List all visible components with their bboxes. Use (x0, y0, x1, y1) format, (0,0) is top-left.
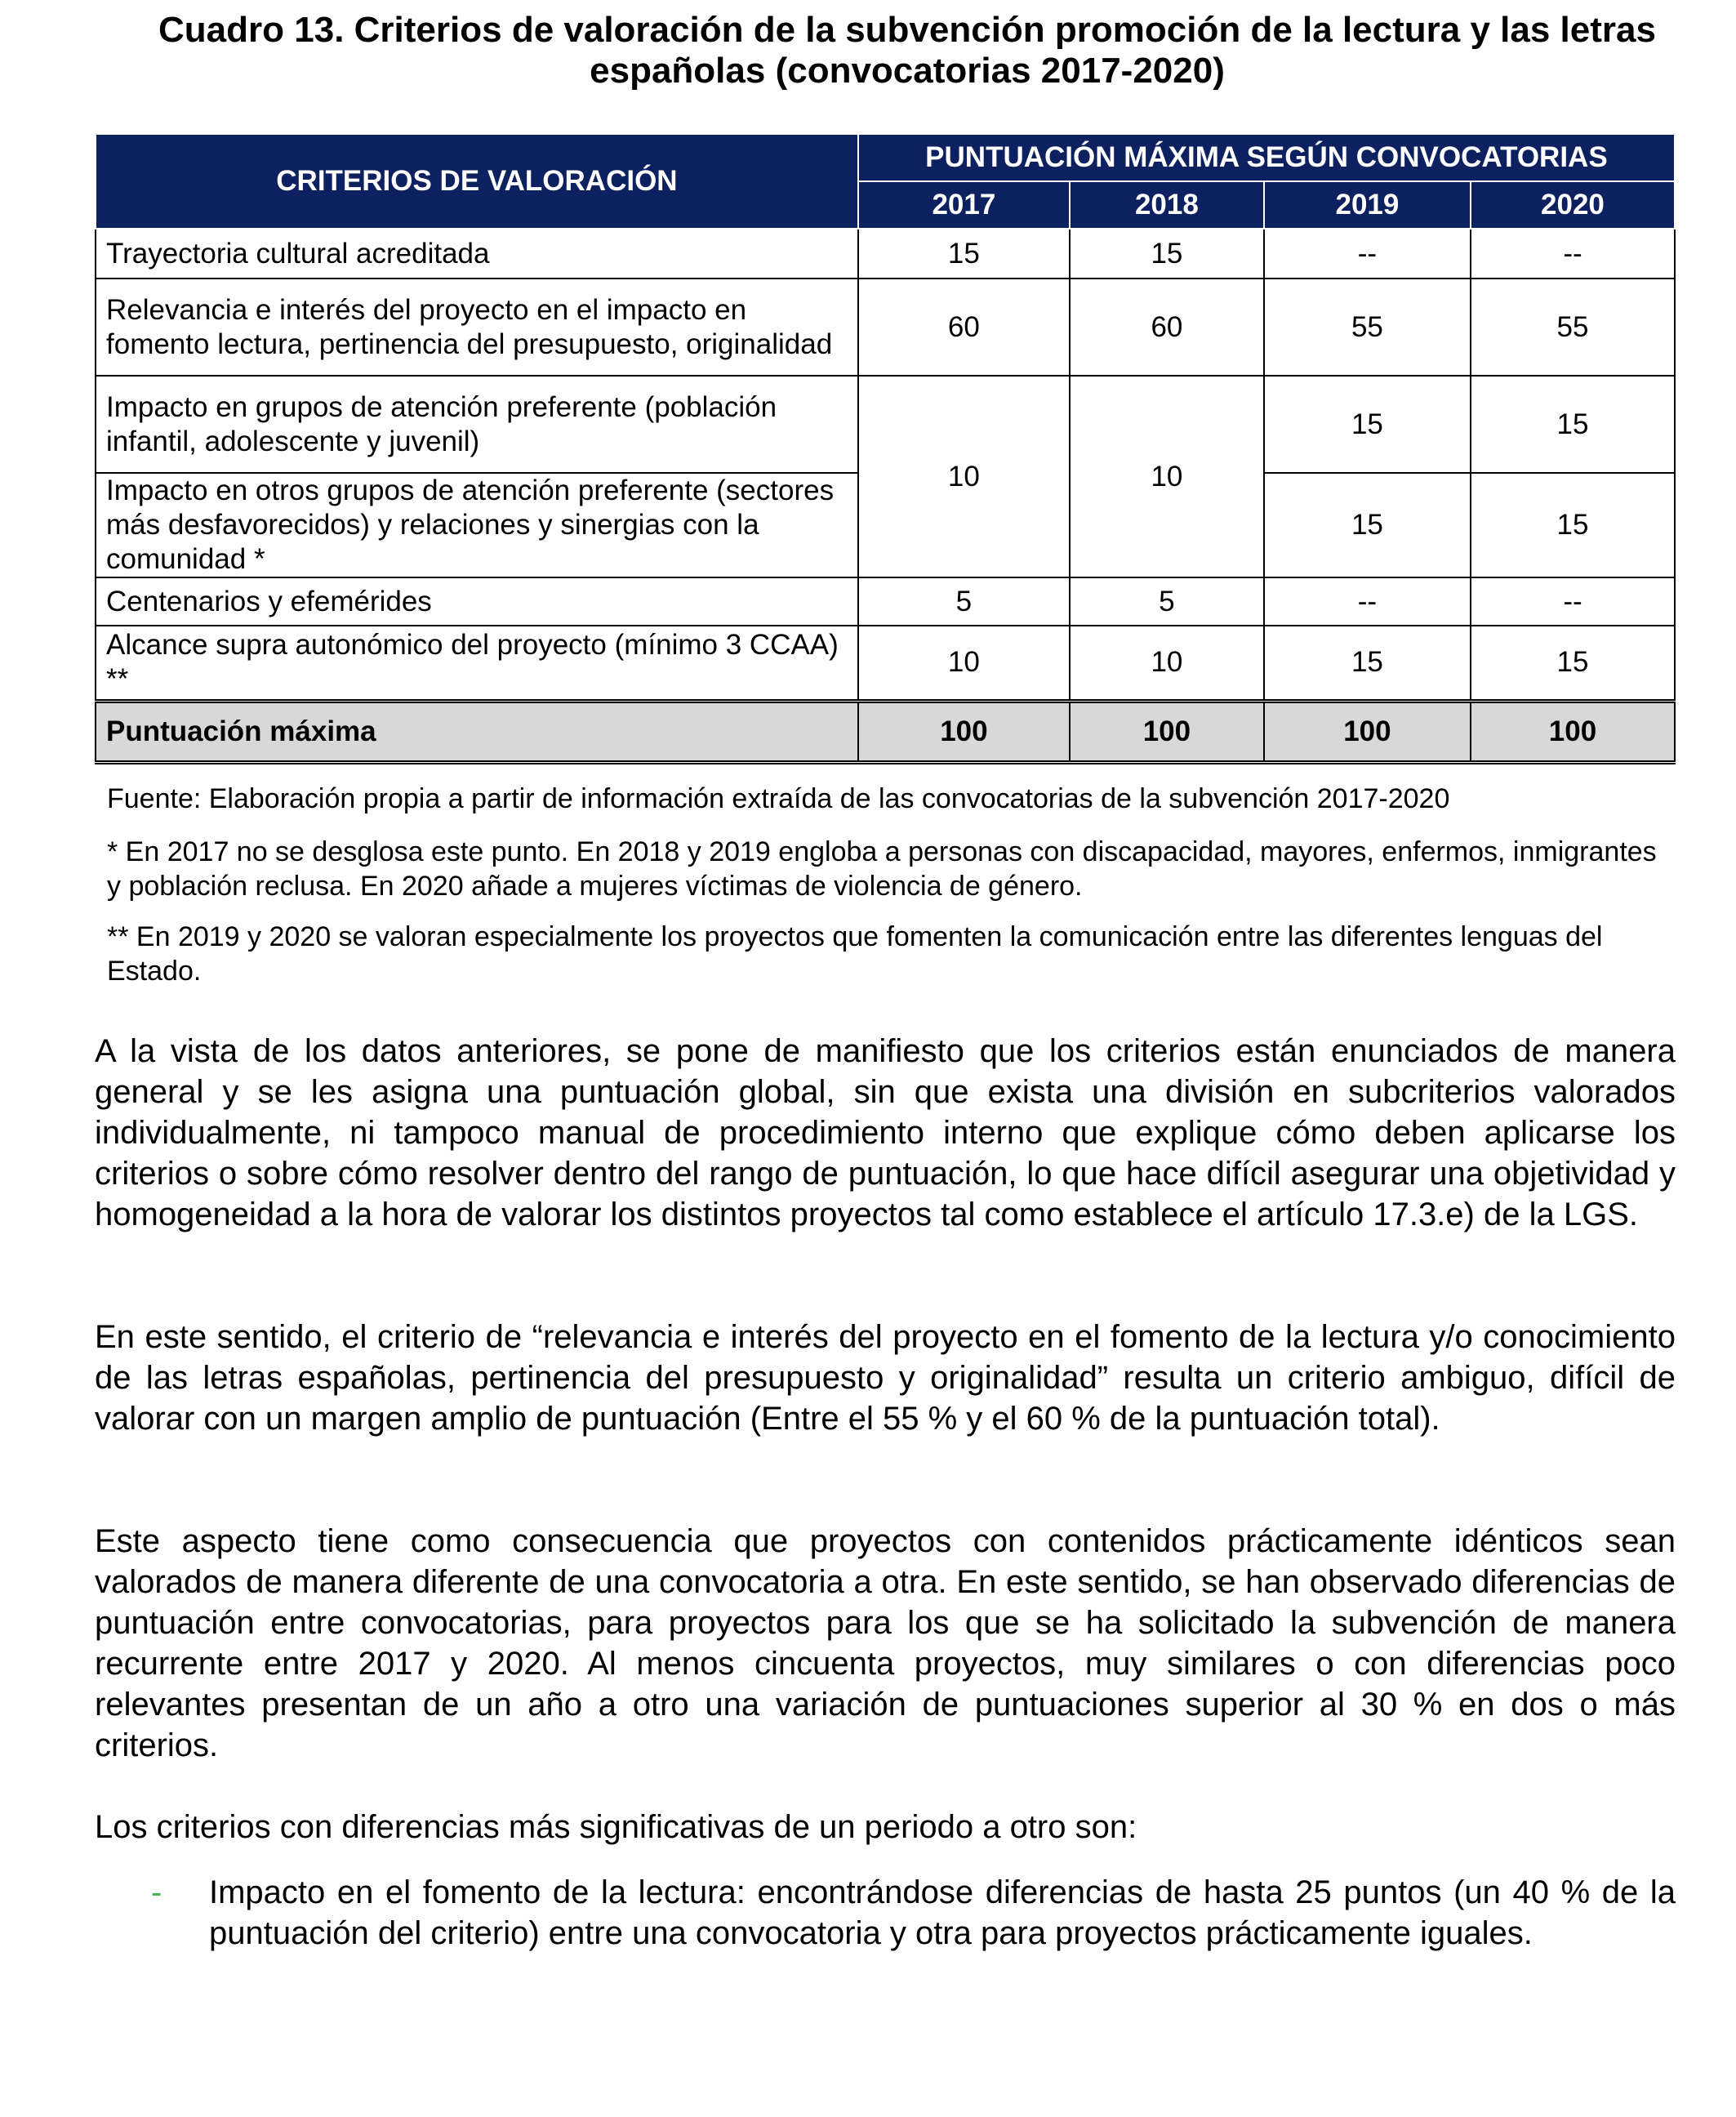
cell-value: 10 (858, 626, 1070, 701)
cell-value: 15 (1264, 626, 1471, 701)
cell-value: 100 (858, 701, 1070, 762)
cell-value: 10 (858, 376, 1070, 577)
table-row (96, 229, 1675, 279)
paragraph-2: En este sentido, el criterio de “relevancia e interés del proyecto en el fomento de la lectura y/o conocimiento de las letras españolas, pertinencia del presupuesto y originalidad” resulta un criterio ambiguo, difícil de valorar con un margen amplio de puntuación (Entre el 55 % y el 60 % de la puntuación total). (95, 1319, 1676, 1437)
row-label: Impacto en otros grupos de atención preferente (sectores más desfavorecidos) y relaciones y sinergias con la comunidad * (96, 473, 858, 577)
paragraph-4: Los criterios con diferencias más significativas de un periodo a otro son: (95, 1809, 1137, 1845)
row-label: Relevancia e interés del proyecto en el impacto en fomento lectura, pertinencia del presupuesto, originalidad (96, 279, 858, 376)
cell-value: 15 (1264, 473, 1471, 577)
cell-value: 60 (858, 279, 1070, 376)
cell-value: 15 (1070, 229, 1264, 279)
cell-value: 55 (1264, 279, 1471, 376)
footnote-1: * En 2017 no se desglosa este punto. En 2018 y 2019 engloba a personas con discapacidad, mayores, enfermos, inmigrantes y población reclusa. En 2020 añade a mujeres víctimas de violencia de género. (107, 836, 1657, 902)
row-label: Trayectoria cultural acreditada (96, 229, 858, 279)
table-row (96, 279, 1675, 376)
header-criteria: CRITERIOS DE VALORACIÓN (96, 134, 858, 229)
table-row (96, 626, 1675, 701)
cell-value: 10 (1070, 376, 1264, 577)
cell-value: 15 (1471, 376, 1675, 473)
cell-value: 5 (858, 577, 1070, 626)
paragraph-1: A la vista de los datos anteriores, se pone de manifiesto que los criterios están enunciados de manera general y se les asigna una puntuación global, sin que exista una división en subcriterios valorados individualmente, ni tampoco manual de procedimiento interno que explique cómo deben aplicarse los criterios o sobre cómo resolver dentro del rango de puntuación, lo que hace difícil asegurar una objetividad y homogeneidad a la hora de valorar los distintos proyectos tal como establece el artículo 17.3.e) de la LGS. (95, 1033, 1676, 1232)
footnote-2: ** En 2019 y 2020 se valoran especialmente los proyectos que fomenten la comunicación entre las diferentes lenguas del Estado. (107, 921, 1603, 987)
bullet-marker: - (151, 1874, 162, 1910)
total-row (96, 701, 1675, 762)
cell-value: -- (1264, 229, 1471, 279)
paragraph-3: Este aspecto tiene como consecuencia que proyectos con contenidos prácticamente idénticos sean valorados de manera diferente de una convocatoria a otra. En este sentido, se han observado diferencias de puntuación entre convocatorias, para proyectos para los que se ha solicitado la subvención de manera recurrente entre 2017 y 2020. Al menos cincuenta proyectos, muy similares o con diferencias poco relevantes presentan de un año a otro una variación de puntuaciones superior al 30 % en dos o más criterios. (95, 1523, 1676, 1763)
table-row (96, 376, 1675, 473)
cell-value: 15 (1471, 473, 1675, 577)
cell-value: -- (1471, 229, 1675, 279)
row-label: Alcance supra autonómico del proyecto (mínimo 3 CCAA) ** (96, 626, 858, 701)
row-label: Centenarios y efemérides (96, 577, 858, 626)
criteria-table (95, 133, 1676, 764)
row-label: Impacto en grupos de atención preferente (población infantil, adolescente y juvenil) (96, 376, 858, 473)
cell-value: 55 (1471, 279, 1675, 376)
header-group: PUNTUACIÓN MÁXIMA SEGÚN CONVOCATORIAS (858, 134, 1675, 181)
cell-value: 15 (1264, 376, 1471, 473)
table-caption: Cuadro 13. Criterios de valoración de la subvención promoción de la lectura y las letras españolas (convocatorias 2017-2020) (158, 10, 1656, 91)
header-year-2018: 2018 (1070, 181, 1264, 229)
cell-value: 100 (1070, 701, 1264, 762)
row-label: Puntuación máxima (96, 701, 858, 762)
header-year-2017: 2017 (858, 181, 1070, 229)
cell-value: 10 (1070, 626, 1264, 701)
table-row (96, 577, 1675, 626)
cell-value: 60 (1070, 279, 1264, 376)
header-year-2020: 2020 (1471, 181, 1675, 229)
table-source: Fuente: Elaboración propia a partir de información extraída de las convocatorias de la subvención 2017-2020 (107, 783, 1450, 814)
cell-value: 100 (1264, 701, 1471, 762)
cell-value: 15 (1471, 626, 1675, 701)
cell-value: 100 (1471, 701, 1675, 762)
cell-value: 15 (858, 229, 1070, 279)
cell-value: -- (1471, 577, 1675, 626)
header-year-2019: 2019 (1264, 181, 1471, 229)
cell-value: -- (1264, 577, 1471, 626)
bullet-item: Impacto en el fomento de la lectura: encontrándose diferencias de hasta 25 puntos (un 40 % de la puntuación del criterio) entre una convocatoria y otra para proyectos prácticamente iguales. (209, 1874, 1676, 1951)
cell-value: 5 (1070, 577, 1264, 626)
